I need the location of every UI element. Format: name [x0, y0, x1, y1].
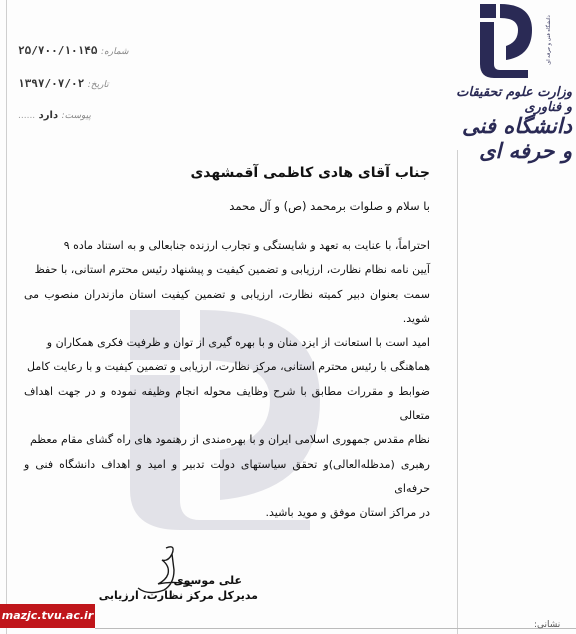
number-label: شماره: — [100, 47, 129, 57]
body-line: رهبری (مدظله‌العالی)و تحقق سیاستهای دولت تدبیر و امید و اهداف دانشگاه فنی و حرفه‌ای — [24, 457, 430, 495]
attachment-label: پیوست: — [61, 111, 91, 121]
letter-date — [18, 77, 109, 90]
body-line: آیین نامه نظام نظارت، ارزیابی و تضمین کیفیت و پیشنهاد رئیس محترم استانی، با حفظ — [34, 263, 430, 277]
body-line: امید است با استعانت از ایزد منان و با بهره گیری از توان و ظرفیت فکری همکاران و — [46, 336, 430, 350]
greeting: با سلام و صلوات برمحمد (ص) و آل محمد — [229, 199, 430, 213]
left-border — [6, 0, 7, 634]
letter-number — [18, 44, 129, 57]
university-name: دانشگاه فنی و حرفه ای — [462, 113, 572, 163]
date-value: ۱۳۹۷/۰۷/۰۲ — [18, 77, 85, 90]
date-label: تاریخ: — [87, 80, 109, 90]
body-line: هماهنگی با رئیس محترم استانی، مرکز نظارت، ارزیابی و تضمین کیفیت و با رعایت کامل — [27, 360, 430, 374]
footer-site-bar — [0, 604, 95, 628]
letter-body — [24, 234, 430, 526]
addressee: جناب آقای هادی کاظمی آقمشهدی — [190, 165, 430, 181]
letter-attachment: پیوست: دارد ...... — [18, 110, 91, 121]
signer-title: مدیرکل مرکز نظارت، ارزیابی — [98, 589, 258, 602]
address-label: نشانی: — [534, 620, 561, 630]
body-line: نظام مقدس جمهوری اسلامی ایران و با بهره‌مندی از رهنمود های راه گشای مقام معظم — [29, 433, 430, 447]
ministry-name: وزارت علوم تحقیقات و فناوری — [456, 85, 572, 115]
number-value: ۲۵/۷۰۰/۱۰۱۴۵ — [18, 44, 98, 57]
university-logo — [470, 0, 570, 80]
margin-divider — [457, 150, 458, 634]
body-line: احتراماً، با عنایت به تعهد و شایستگی و تجارب ارزنده جنابعالی و به استناد ماده ۹ — [63, 239, 430, 252]
attachment-value: دارد — [38, 110, 59, 121]
logo-caption: دانشگاه فنی و حرفه ای — [546, 15, 552, 65]
footer-site-link[interactable]: mazjc.tvu.ac.ir — [1, 609, 94, 622]
body-line: ضوابط و مقررات مطابق با شرح وظایف محوله انجام وظیفه نموده و در جهت اهداف متعالی — [24, 384, 430, 423]
body-line: سمت بعنوان دبیر کمیته نظارت، ارزیابی و تضمین کیفیت استان مازندران منصوب می شوید. — [24, 287, 430, 325]
footer-rule — [95, 628, 576, 629]
signer-name: علی موسوی — [173, 574, 242, 587]
body-line: در مراکز استان موفق و موید باشید. — [265, 506, 430, 520]
